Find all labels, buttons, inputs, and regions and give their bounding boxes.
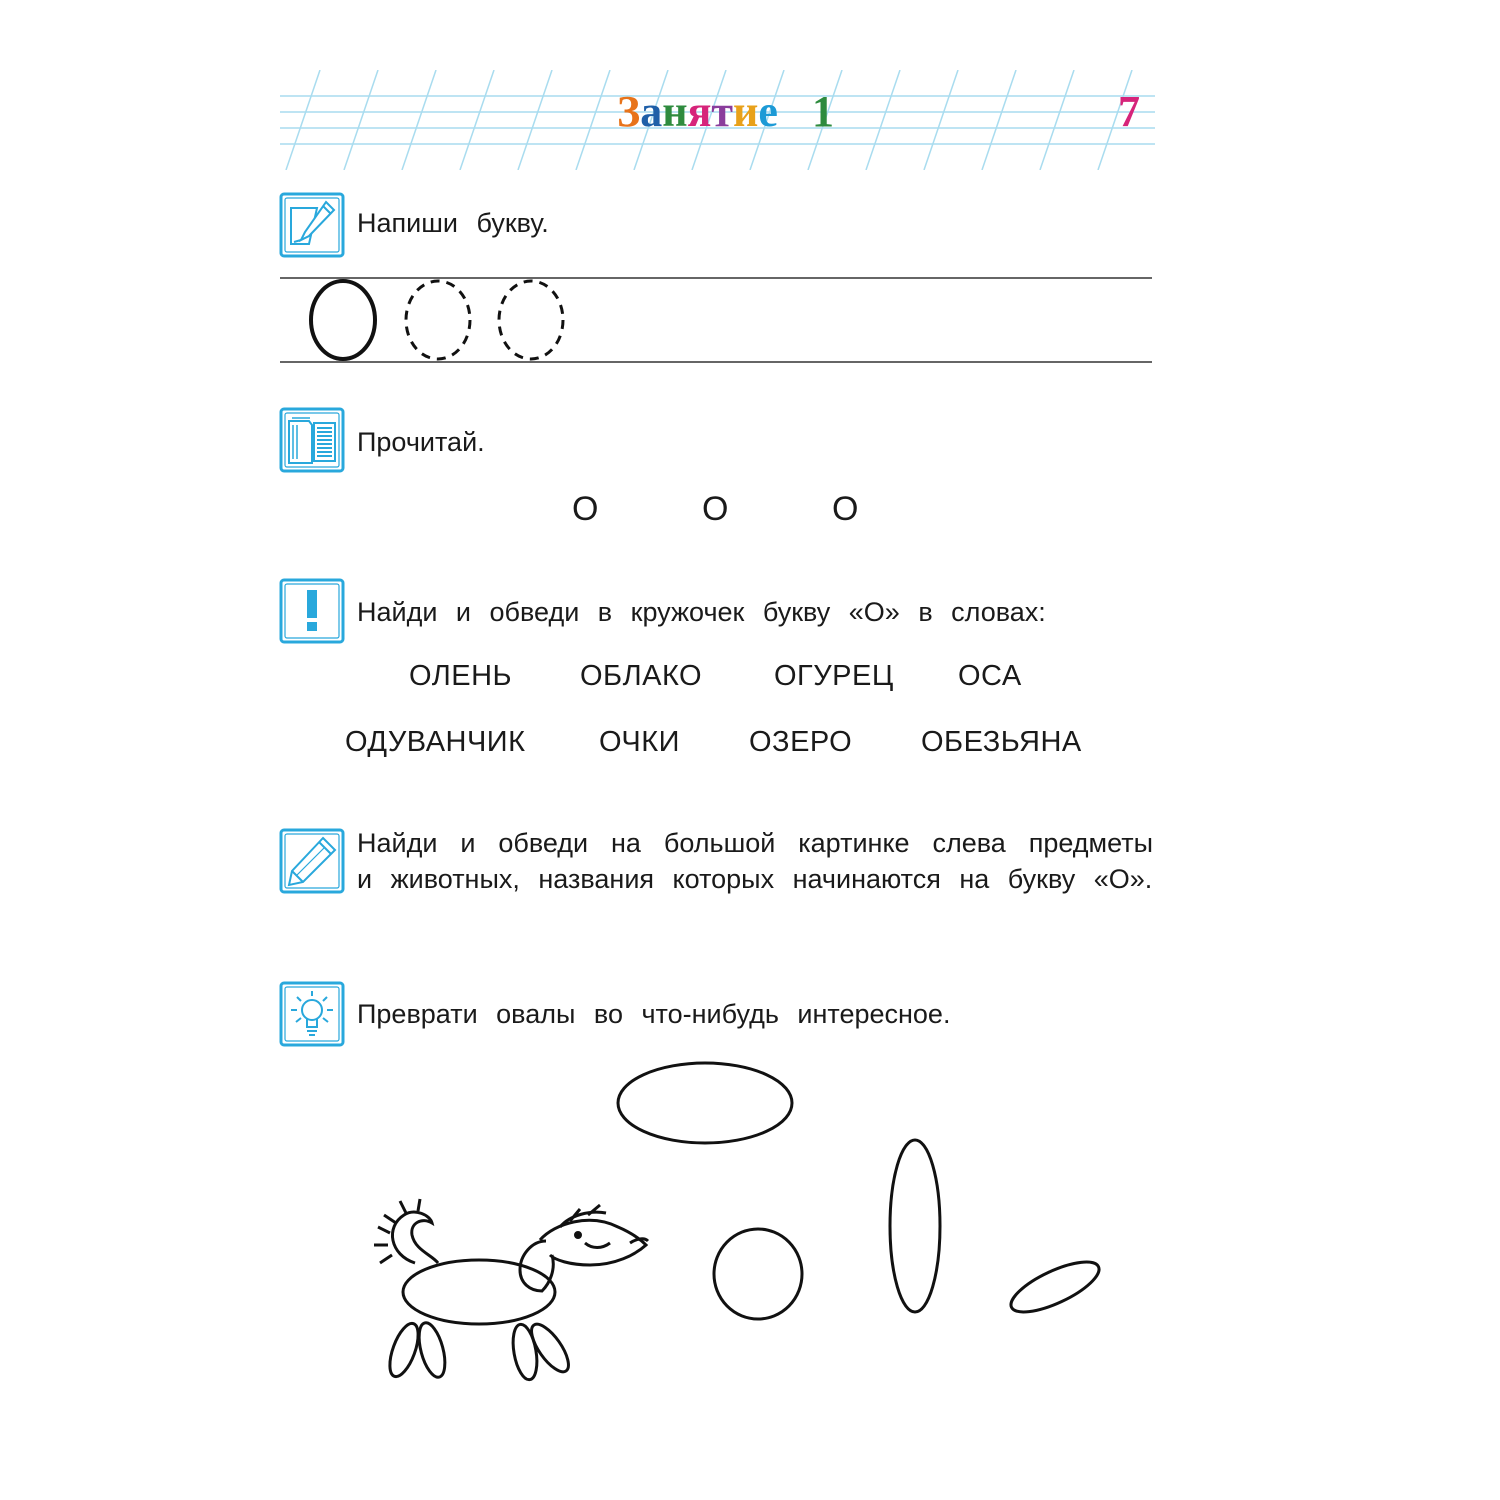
task3-instruction: Найди и обведи в кружочек букву «О» в словах:	[357, 597, 1046, 627]
oval-tall	[890, 1140, 940, 1312]
lightbulb-icon	[279, 981, 345, 1047]
title-letter: н	[662, 87, 688, 136]
reading-letter: О	[832, 490, 859, 528]
oval-egg	[714, 1229, 802, 1319]
word-item: ОСА	[958, 660, 1022, 692]
lesson-title	[617, 86, 778, 137]
word-item: ОДУВАНЧИК	[345, 726, 526, 758]
task1-instruction: Напиши букву.	[357, 208, 549, 238]
sample-letter-o	[311, 281, 375, 359]
pen-writing-icon	[279, 192, 345, 258]
exclamation-icon	[279, 578, 345, 644]
title-letter: т	[711, 87, 734, 136]
dashed-letter-o	[406, 281, 470, 359]
open-book-icon	[279, 407, 345, 473]
title-letter: я	[687, 87, 712, 136]
title-letter: З	[617, 87, 641, 136]
word-item: ОГУРЕЦ	[774, 660, 894, 692]
word-item: ОЛЕНЬ	[409, 660, 513, 692]
title-letter: и	[733, 87, 759, 136]
ovals-drawing-area	[360, 1055, 1120, 1395]
letter-writing-area	[280, 276, 1152, 366]
oval-slanted	[1005, 1252, 1106, 1322]
page-number: 7	[1118, 87, 1140, 136]
oval-wide	[618, 1063, 792, 1143]
dashed-letter-o	[499, 281, 563, 359]
pencil-icon	[279, 828, 345, 894]
title-letter: а	[640, 87, 663, 136]
task5-instruction: Преврати овалы во что-нибудь интересное.	[357, 999, 951, 1029]
reading-letter: О	[702, 490, 729, 528]
reading-letter: О	[572, 490, 599, 528]
word-item: ОЧКИ	[599, 726, 680, 758]
word-item: ОЗЕРО	[749, 726, 853, 758]
word-item: ОБЕЗЬЯНА	[921, 726, 1082, 758]
task2-instruction: Прочитай.	[357, 427, 485, 457]
word-item: ОБЛАКО	[580, 660, 703, 692]
lesson-number: 1	[812, 87, 834, 136]
dog-drawing	[374, 1199, 648, 1381]
task4-instruction: Найди и обведи на большой картинке слева предметы и животных, названия которых начинаются на букву «О».	[357, 828, 1153, 894]
title-letter: е	[758, 87, 778, 136]
